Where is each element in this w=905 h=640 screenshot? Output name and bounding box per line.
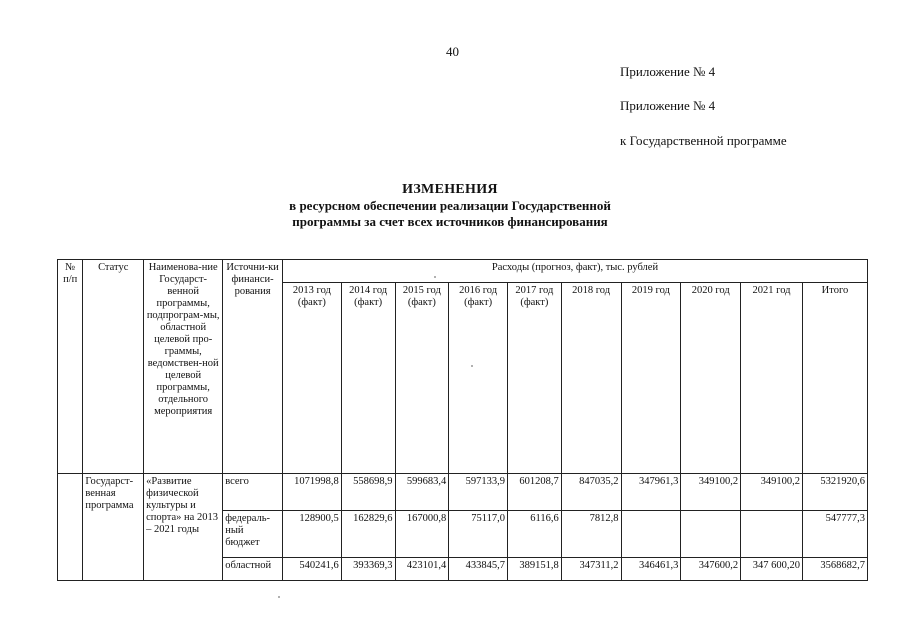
header-year: 2015 год (факт): [395, 283, 449, 474]
scan-speck: [471, 365, 473, 367]
page-number: 40: [446, 44, 459, 59]
table-cell: 349100,2: [741, 474, 803, 511]
header-year: 2018 год: [561, 283, 621, 474]
row-name: «Развитие физической культуры и спорта» на 2013 – 2021 годы: [144, 474, 223, 581]
header-year: 2016 год (факт): [449, 283, 508, 474]
table-cell: 601208,7: [508, 474, 562, 511]
header-expenses: Расходы (прогноз, факт), тыс. рублей: [283, 260, 868, 283]
table-cell: 1071998,8: [283, 474, 342, 511]
title-line: в ресурсном обеспечении реализации Государственной: [289, 198, 611, 213]
row-num: [58, 474, 83, 581]
resource-table: [57, 259, 868, 581]
title-line: программы за счет всех источников финансирования: [292, 214, 608, 229]
header-num: № п/п: [58, 260, 83, 474]
table-cell: 558698,9: [341, 474, 395, 511]
header-year: 2013 год (факт): [283, 283, 342, 474]
row-source: областной: [223, 558, 283, 581]
table-cell: 128900,5: [283, 511, 342, 558]
table-row: [58, 474, 868, 511]
table-cell: 599683,4: [395, 474, 449, 511]
table-cell-total: 5321920,6: [802, 474, 867, 511]
header-name: Наименова-ние Государст-венной программы, подпрограм-мы, областной целевой про-граммы, ведомствен-ной целевой программы, отдельного мероприятия: [144, 260, 223, 474]
table-cell: 540241,6: [283, 558, 342, 581]
table-cell: 347311,2: [561, 558, 621, 581]
header-year: 2014 год (факт): [341, 283, 395, 474]
scan-speck: [434, 276, 436, 278]
header-total: Итого: [802, 283, 867, 474]
header-year: 2017 год (факт): [508, 283, 562, 474]
table-cell: 6116,6: [508, 511, 562, 558]
table-cell: 597133,9: [449, 474, 508, 511]
table-cell: 423101,4: [395, 558, 449, 581]
title-main: ИЗМЕНЕНИЯ: [402, 182, 498, 197]
scan-speck: [278, 596, 280, 598]
appendix-label: Приложение № 4: [620, 64, 716, 79]
table-cell: [741, 511, 803, 558]
table-cell-total: 547777,3: [802, 511, 867, 558]
header-source: Источни-ки финанси-рования: [223, 260, 283, 474]
appendix-target: к Государственной программе: [620, 133, 787, 148]
header-status: Статус: [83, 260, 144, 474]
table-cell: 847035,2: [561, 474, 621, 511]
document-title: [150, 182, 750, 230]
header-year: 2020 год: [681, 283, 741, 474]
table-cell-total: 3568682,7: [802, 558, 867, 581]
table-cell: 349100,2: [681, 474, 741, 511]
header-year: 2021 год: [741, 283, 803, 474]
appendix-label: Приложение № 4: [620, 98, 716, 113]
table-cell: 75117,0: [449, 511, 508, 558]
table-cell: 7812,8: [561, 511, 621, 558]
row-source: федераль-ный бюджет: [223, 511, 283, 558]
table-cell: 167000,8: [395, 511, 449, 558]
table-cell: 433845,7: [449, 558, 508, 581]
table-cell: 389151,8: [508, 558, 562, 581]
header-year: 2019 год: [621, 283, 681, 474]
row-source: всего: [223, 474, 283, 511]
table-cell: 347961,3: [621, 474, 681, 511]
table-cell: 346461,3: [621, 558, 681, 581]
row-status: Государст-венная программа: [83, 474, 144, 581]
table-cell: [681, 511, 741, 558]
table-cell: 347 600,20: [741, 558, 803, 581]
table-cell: 393369,3: [341, 558, 395, 581]
table-cell: 162829,6: [341, 511, 395, 558]
table-cell: [621, 511, 681, 558]
table-cell: 347600,2: [681, 558, 741, 581]
